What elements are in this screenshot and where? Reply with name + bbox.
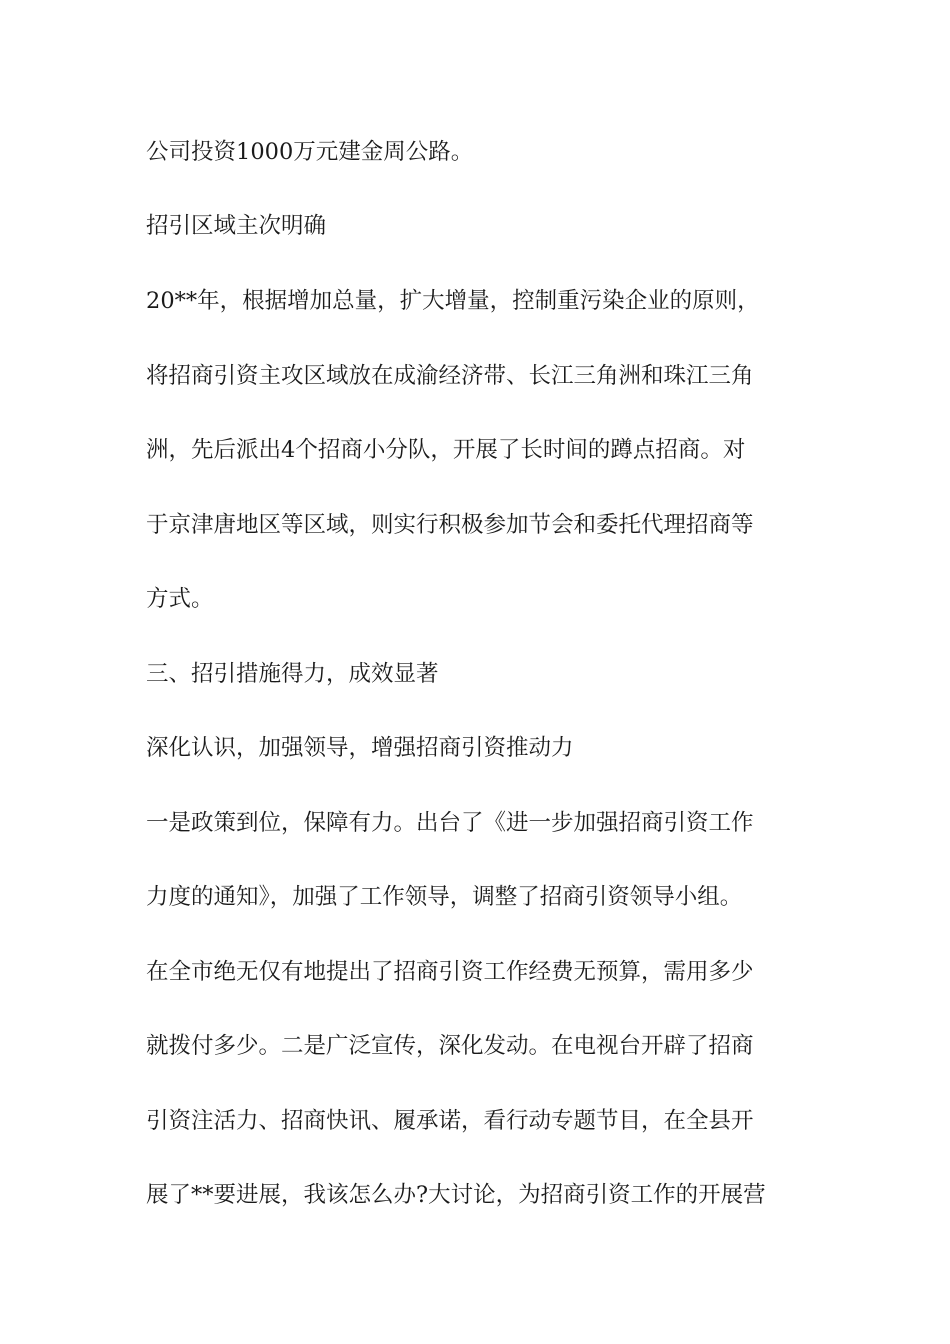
paragraph-line: 20**年，根据增加总量，扩大增量，控制重污染企业的原则，	[146, 288, 760, 314]
paragraph-line: 洲，先后派出4个招商小分队，开展了长时间的蹲点招商。对	[146, 437, 746, 463]
subsection-heading: 深化认识，加强领导，增强招商引资推动力	[146, 735, 574, 761]
paragraph-line: 于京津唐地区等区域，则实行积极参加节会和委托代理招商等	[146, 512, 754, 538]
section-heading: 招引区域主次明确	[146, 213, 327, 239]
paragraph-line: 力度的通知》，加强了工作领导，调整了招商引资领导小组。	[146, 884, 743, 910]
paragraph-line: 一是政策到位，保障有力。出台了《进一步加强招商引资工作	[146, 810, 754, 836]
section-heading: 三、招引措施得力，成效显著	[146, 661, 439, 687]
paragraph-line: 就拨付多少。二是广泛宣传，深化发动。在电视台开辟了招商	[146, 1033, 754, 1059]
paragraph-line: 方式。	[146, 586, 214, 612]
paragraph-line: 在全市绝无仅有地提出了招商引资工作经费无预算，需用多少	[146, 959, 754, 985]
paragraph-line: 将招商引资主攻区域放在成渝经济带、长江三角洲和珠江三角	[146, 363, 754, 389]
paragraph-line: 引资注活力、招商快讯、履承诺，看行动专题节目，在全县开	[146, 1108, 754, 1134]
paragraph-line: 公司投资1000万元建金周公路。	[146, 139, 474, 165]
paragraph-line: 展了**要进展，我该怎么办?大讨论，为招商引资工作的开展营	[146, 1182, 766, 1208]
